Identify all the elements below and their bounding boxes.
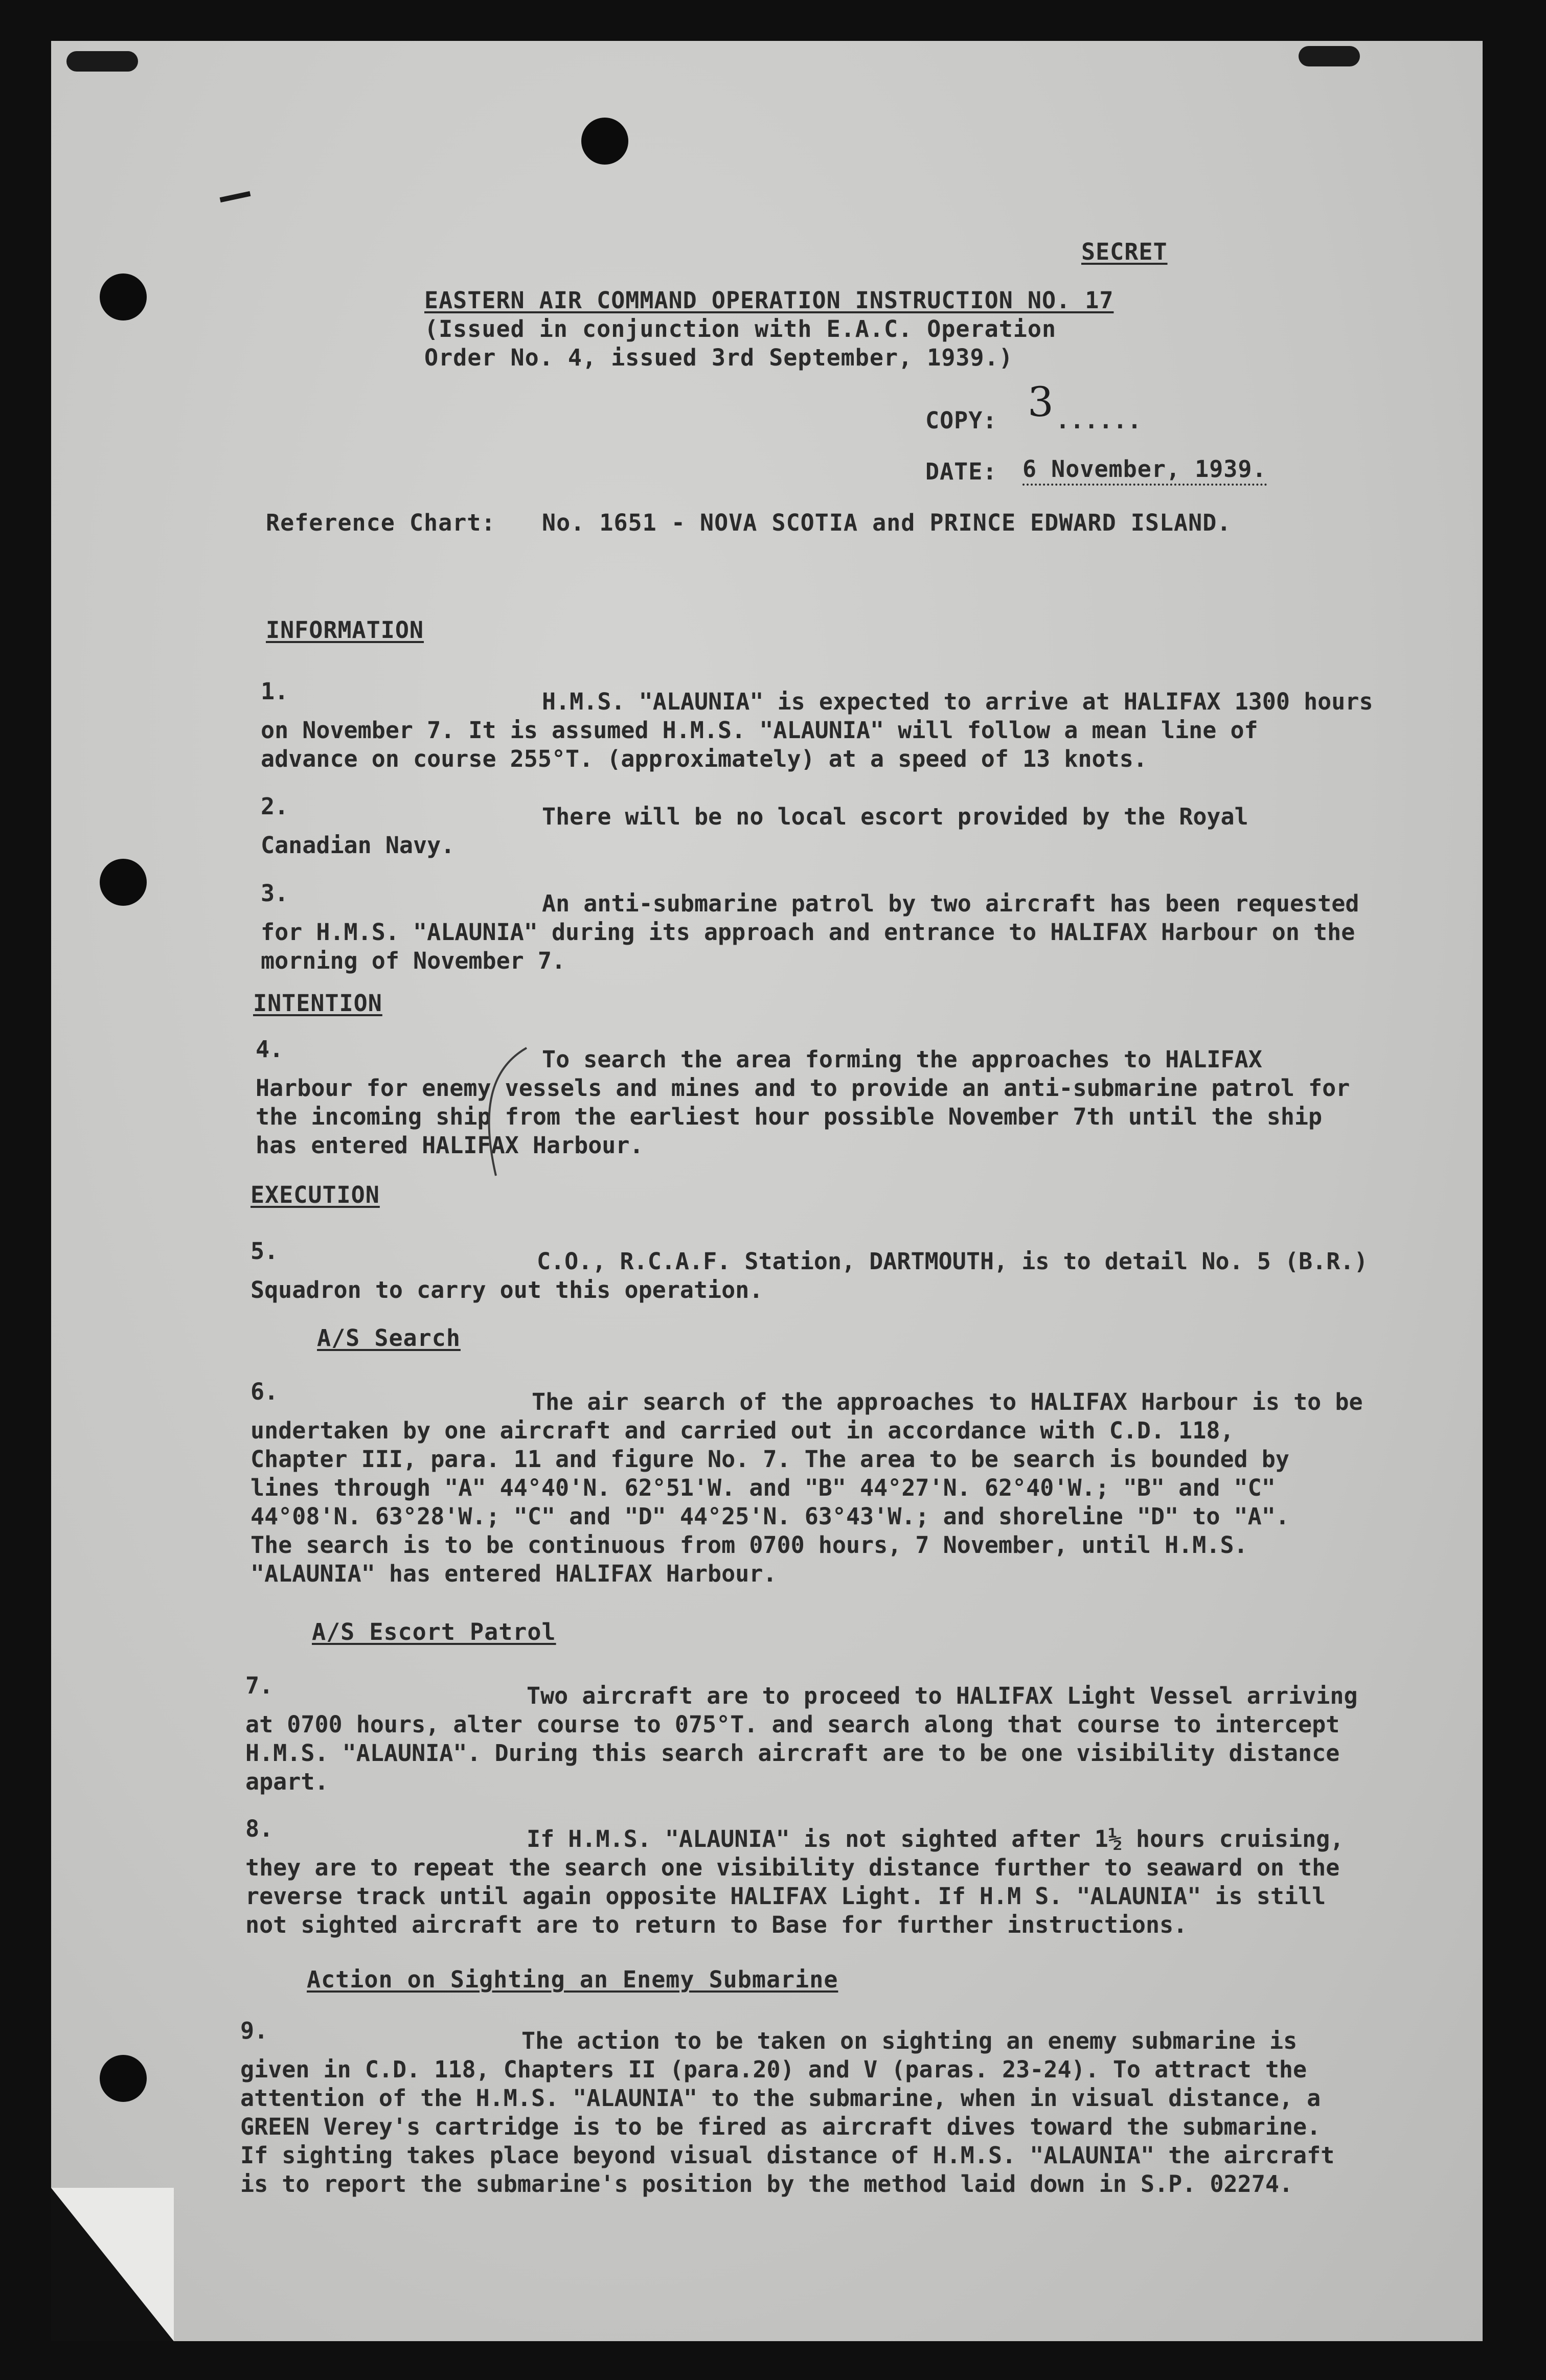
paragraph-line: An anti-submarine patrol by two aircraft has been requested (542, 890, 1359, 917)
section-heading-execution: EXECUTION (251, 1181, 380, 1208)
paragraph-number: 8. (245, 1815, 274, 1842)
punch-hole (581, 118, 628, 165)
subsection-heading-as-search: A/S Search (317, 1324, 461, 1352)
reference-chart-label: Reference Chart: (266, 509, 496, 536)
paragraph-line: The air search of the approaches to HALIFAX Harbour is to be (532, 1388, 1363, 1415)
paragraph-line: If H.M.S. "ALAUNIA" is not sighted after 1½ hours cruising, (527, 1825, 1344, 1852)
paragraph-line: "ALAUNIA" has entered HALIFAX Harbour. (251, 1560, 777, 1587)
paragraph-line: morning of November 7. (261, 947, 566, 974)
paragraph-number: 9. (240, 2017, 268, 2044)
paragraph-line: Canadian Navy. (261, 832, 455, 859)
paragraph-line: There will be no local escort provided by the Royal (542, 803, 1248, 830)
paragraph-line: To search the area forming the approaches to HALIFAX (542, 1046, 1262, 1073)
classification-marking: SECRET (1081, 238, 1168, 265)
document-subtitle-line-2: Order No. 4, issued 3rd September, 1939.) (424, 344, 1013, 371)
paragraph-line: for H.M.S. "ALAUNIA" during its approach and entrance to HALIFAX Harbour on the (261, 919, 1355, 946)
date-value: 6 November, 1939. (1022, 455, 1267, 486)
copy-label: COPY: (925, 407, 997, 434)
paragraph-number: 6. (251, 1378, 279, 1405)
paragraph-line: H.M.S. "ALAUNIA". During this search aircraft are to be one visibility distance (245, 1740, 1340, 1767)
pencil-mark (450, 1038, 573, 1181)
ink-mark (220, 191, 251, 202)
date-label: DATE: (925, 458, 997, 485)
copy-dots: ...... (1056, 407, 1142, 434)
reference-chart-value: No. 1651 - NOVA SCOTIA and PRINCE EDWARD ISLAND. (542, 509, 1232, 536)
folded-corner-flap (51, 2188, 174, 2341)
paragraph-line: has entered HALIFAX Harbour. (256, 1132, 644, 1159)
paragraph-line: not sighted aircraft are to return to Base for further instructions. (245, 1911, 1188, 1938)
punch-hole (100, 859, 147, 906)
paragraph-line: attention of the H.M.S. "ALAUNIA" to the submarine, when in visual distance, a (240, 2085, 1321, 2112)
document-sheet (51, 41, 1483, 2341)
paragraph-line: Harbour for enemy vessels and mines and to provide an anti-submarine patrol for (256, 1074, 1350, 1102)
paragraph-number: 7. (245, 1672, 274, 1699)
paragraph-number: 5. (251, 1238, 279, 1265)
paragraph-line: 44°08'N. 63°28'W.; "C" and "D" 44°25'N. 63°43'W.; and shoreline "D" to "A". (251, 1503, 1289, 1530)
paragraph-line: Chapter III, para. 11 and figure No. 7. The area to be search is bounded by (251, 1446, 1289, 1473)
subsection-heading-as-escort-patrol: A/S Escort Patrol (312, 1618, 556, 1645)
document-subtitle-line-1: (Issued in conjunction with E.A.C. Operation (424, 315, 1057, 342)
paragraph-line: at 0700 hours, alter course to 075°T. and search along that course to intercept (245, 1711, 1340, 1738)
paragraph-line: the incoming ship from the earliest hour possible November 7th until the ship (256, 1103, 1323, 1130)
paragraph-line: on November 7. It is assumed H.M.S. "ALAUNIA" will follow a mean line of (261, 717, 1258, 744)
paragraph-line: The search is to be continuous from 0700 hours, 7 November, until H.M.S. (251, 1531, 1248, 1559)
paragraph-line: apart. (245, 1768, 329, 1795)
paragraph-line: they are to repeat the search one visibility distance further to seaward on the (245, 1854, 1340, 1881)
paragraph-number: 4. (256, 1036, 284, 1063)
paragraph-number: 3. (261, 880, 289, 907)
paragraph-line: reverse track until again opposite HALIFAX Light. If H.M S. "ALAUNIA" is still (245, 1883, 1326, 1910)
paragraph-line: If sighting takes place beyond visual distance of H.M.S. "ALAUNIA" the aircraft (240, 2142, 1335, 2169)
ink-mark (66, 51, 138, 72)
paragraph-line: given in C.D. 118, Chapters II (para.20) and V (paras. 23-24). To attract the (240, 2056, 1307, 2083)
paragraph-line: C.O., R.C.A.F. Station, DARTMOUTH, is to detail No. 5 (B.R.) (537, 1248, 1368, 1275)
ink-mark (1299, 46, 1360, 66)
section-heading-intention: INTENTION (253, 990, 382, 1017)
paragraph-line: is to report the submarine's position by the method laid down in S.P. 02274. (240, 2170, 1293, 2198)
paragraph-line: advance on course 255°T. (approximately) at a speed of 13 knots. (261, 745, 1147, 772)
punch-hole (100, 2055, 147, 2102)
paragraph-line: undertaken by one aircraft and carried out in accordance with C.D. 118, (251, 1417, 1234, 1444)
copy-number: 3 (1028, 378, 1054, 426)
paragraph-line: GREEN Verey's cartridge is to be fired as aircraft dives toward the submarine. (240, 2113, 1321, 2140)
paragraph-line: The action to be taken on sighting an enemy submarine is (521, 2027, 1298, 2054)
subsection-heading-action-on-sighting: Action on Sighting an Enemy Submarine (307, 1966, 838, 1993)
section-heading-information: INFORMATION (266, 616, 424, 644)
document-title: EASTERN AIR COMMAND OPERATION INSTRUCTION NO. 17 (424, 287, 1114, 314)
paragraph-line: Two aircraft are to proceed to HALIFAX Light Vessel arriving (527, 1682, 1358, 1709)
paragraph-line: Squadron to carry out this operation. (251, 1276, 763, 1303)
punch-hole (100, 273, 147, 321)
paragraph-number: 1. (261, 678, 289, 705)
paragraph-line: H.M.S. "ALAUNIA" is expected to arrive at HALIFAX 1300 hours (542, 688, 1373, 715)
paragraph-number: 2. (261, 793, 289, 820)
paragraph-line: lines through "A" 44°40'N. 62°51'W. and "B" 44°27'N. 62°40'W.; "B" and "C" (251, 1474, 1276, 1501)
